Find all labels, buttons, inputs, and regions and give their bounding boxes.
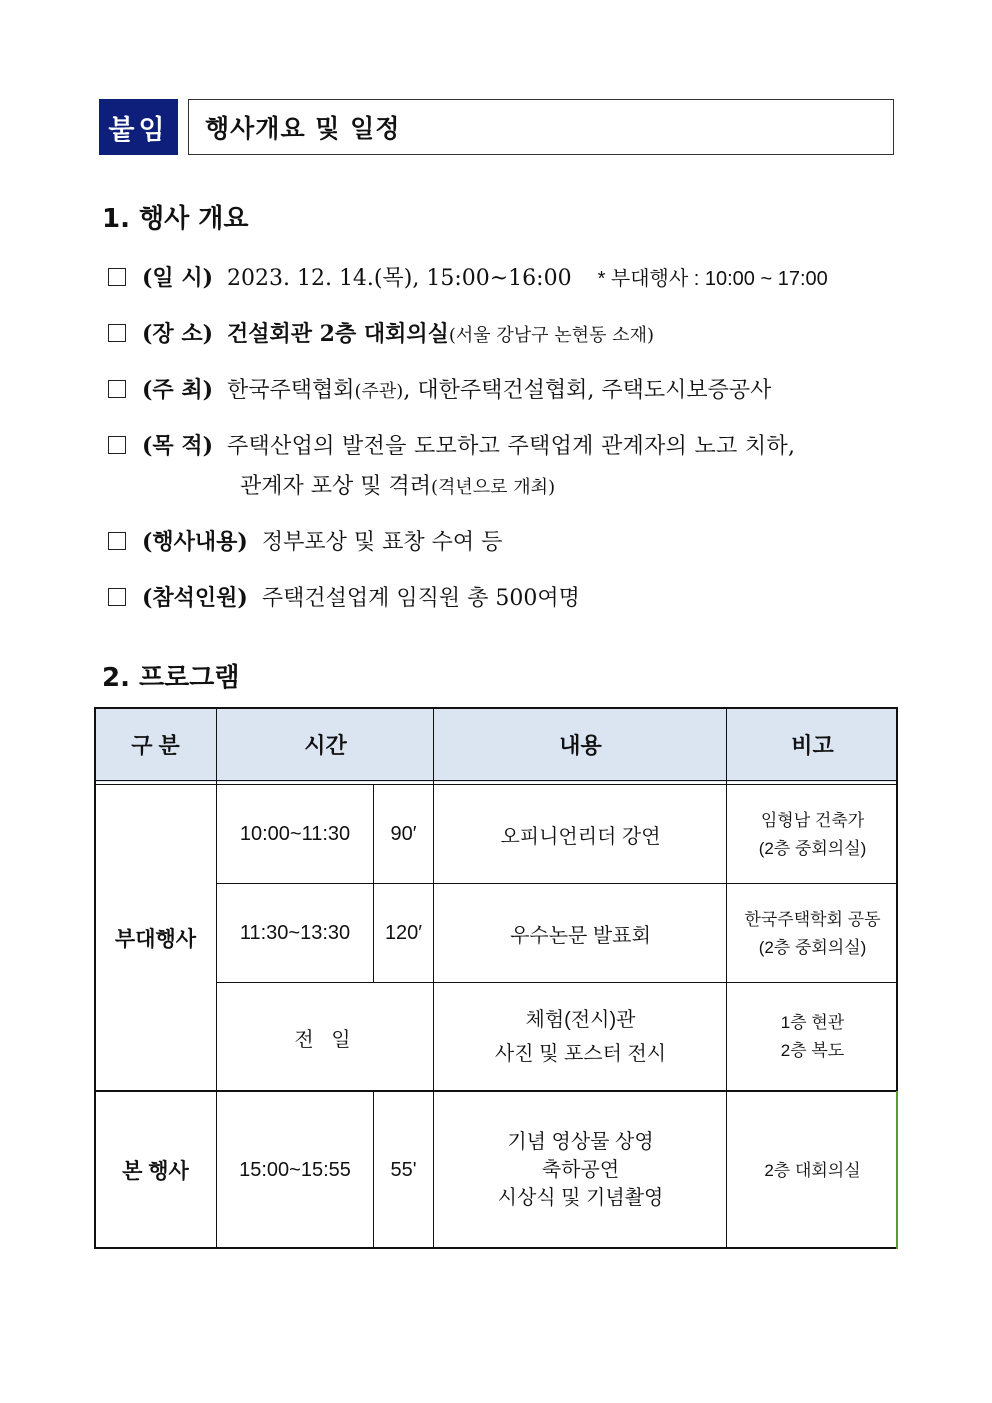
duration-cell: 90′	[390, 823, 417, 845]
program-table	[94, 707, 898, 1249]
item-label: (행사내용)	[142, 529, 248, 555]
attachment-badge: 붙임	[99, 99, 178, 155]
table-border-bottom	[94, 1247, 898, 1249]
time-cell: 15:00~15:55	[239, 1158, 351, 1181]
checkbox-icon	[108, 324, 126, 342]
col-divider	[726, 707, 727, 1249]
table-border-right	[896, 707, 898, 1091]
category-main-event: 본 행사	[122, 1160, 189, 1183]
item-note: * 부대행사 : 10:00 ~ 17:00	[597, 268, 828, 290]
remark-line: 1층 현관	[780, 1013, 845, 1032]
overview-item-venue	[108, 317, 654, 348]
overview-item-purpose	[108, 429, 795, 460]
section-title-overview: 1. 행사 개요	[102, 204, 249, 234]
overview-item-attendees	[108, 581, 580, 612]
remark-line: 한국주택학회 공동	[744, 909, 881, 929]
col-divider	[216, 707, 217, 1249]
duration-cell: 55'	[390, 1158, 417, 1181]
checkbox-icon	[108, 588, 126, 606]
content-line: 시상식 및 기념촬영	[497, 1187, 664, 1209]
document-title: 행사개요 및 일정	[188, 99, 894, 155]
checkbox-icon	[108, 380, 126, 398]
item-label: (주 최)	[142, 377, 213, 403]
remark-line: 임형남 건축가	[760, 810, 865, 830]
item-label: (참석인원)	[142, 585, 248, 611]
col-divider	[433, 707, 434, 1249]
time-cell: 10:00~11:30	[239, 823, 351, 845]
item-label: (장 소)	[142, 321, 213, 347]
purpose-cont-note: (격년으로 개최)	[431, 477, 556, 498]
col-divider-duration	[373, 1091, 374, 1249]
remark-cell	[727, 884, 898, 983]
content-cell	[434, 1091, 727, 1249]
content-cell: 우수논문 발표회	[510, 925, 651, 947]
item-value: 2023. 12. 14.(목), 15:00~16:00	[226, 266, 572, 291]
remark-cell	[727, 983, 898, 1091]
host-role: (주관)	[354, 381, 404, 402]
time-cell-all-day: 전 일	[294, 1028, 357, 1051]
venue-name: 건설회관 2층 대회의실	[226, 321, 449, 347]
venue-address: (서울 강남구 논현동 소재)	[448, 325, 654, 346]
header-remark: 비고	[727, 707, 898, 782]
table-border-right-green	[896, 1091, 898, 1249]
remark-cell: 2층 대회의실	[764, 1160, 861, 1180]
item-label: (목 적)	[142, 433, 213, 459]
table-border-top	[94, 707, 898, 709]
header-divider-2	[94, 784, 898, 785]
content-line: 축하공연	[541, 1159, 620, 1181]
checkbox-icon	[108, 532, 126, 550]
remark-line: (2층 중회의실)	[758, 937, 867, 957]
purpose-continuation	[240, 469, 555, 500]
header-content: 내용	[434, 707, 727, 782]
checkbox-icon	[108, 268, 126, 286]
content-cell: 오피니언리더 강연	[500, 826, 661, 848]
purpose-cont-text: 관계자 포상 및 격려	[240, 474, 431, 499]
item-value	[227, 373, 771, 404]
item-value: 정부포상 및 표창 수여 등	[261, 530, 503, 555]
remark-cell	[727, 785, 898, 884]
table-border-left	[94, 707, 96, 1249]
overview-item-datetime	[108, 261, 828, 292]
overview-item-host	[108, 373, 771, 404]
header-divider-1	[94, 780, 898, 781]
item-value: 주택건설업계 임직원 총 500여명	[261, 586, 580, 611]
item-value	[227, 317, 654, 348]
content-line: 체험(전시)관	[525, 1009, 636, 1031]
row-divider	[217, 883, 898, 884]
remark-line: (2층 중회의실)	[758, 838, 867, 858]
item-label: (일 시)	[142, 265, 213, 291]
host-main: 한국주택협회	[226, 378, 355, 403]
row-divider	[217, 982, 898, 983]
header-category: 구 분	[94, 707, 217, 782]
col-divider-duration	[373, 785, 374, 983]
duration-cell: 120′	[384, 922, 423, 944]
category-side-events: 부대행사	[114, 928, 197, 951]
content-line: 사진 및 포스터 전시	[494, 1043, 667, 1065]
checkbox-icon	[108, 436, 126, 454]
header-time: 시간	[217, 707, 434, 782]
item-value: 주택산업의 발전을 도모하고 주택업계 관계자의 노고 치하,	[226, 434, 796, 459]
overview-item-program	[108, 525, 502, 556]
host-co: , 대한주택건설협회, 주택도시보증공사	[403, 378, 772, 403]
content-line: 기념 영상물 상영	[507, 1131, 654, 1153]
remark-line: 2층 복도	[780, 1041, 845, 1060]
time-cell: 11:30~13:30	[239, 922, 351, 944]
section-title-program: 2. 프로그램	[102, 663, 240, 693]
content-cell	[434, 983, 727, 1091]
group-divider	[94, 1090, 898, 1092]
